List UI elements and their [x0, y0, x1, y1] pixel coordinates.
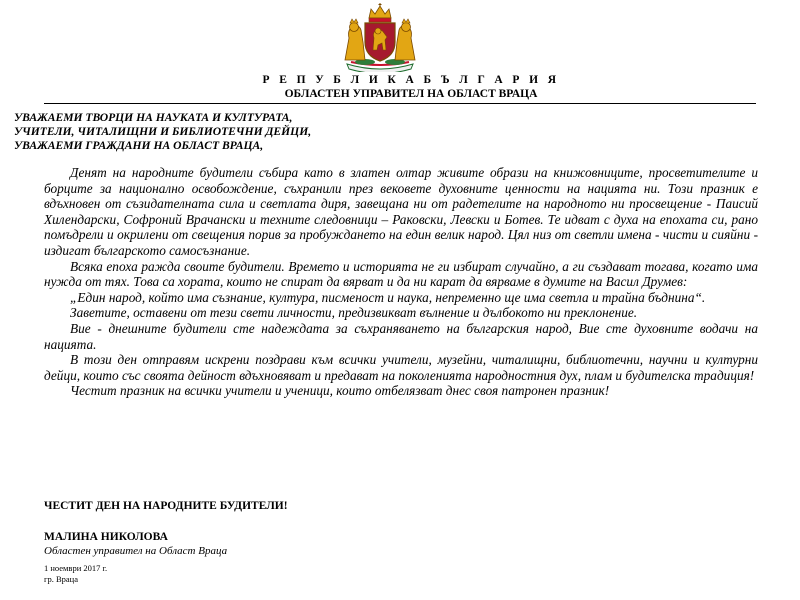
- signer-name: МАЛИНА НИКОЛОВА: [44, 531, 168, 543]
- greeting-line-3: УВАЖАЕМИ ГРАЖДАНИ НА ОБЛАСТ ВРАЦА,: [14, 139, 264, 152]
- body-paragraph-1: Денят на народните будители събира като в златен олтар живите образи на книжовниците, просветителите и борците за национално освобождение, съхранили през вековете духовните ценности на нацията ни. Този празник е вдъхновен от съзидателната сила и светлата диря, завещана ни от радетелите на народното ни просвещение - Паисий Хилендарски, Софроний Врачански и техните следовници – Раковски, Левски и Ботев. Те идват с духа на епохата си, рано помъдрели и окрилени от свещения порив за пробуждането на един велик народ. Цял низ от светли имена - чисти и сияйни - издигат българското самосъзнание.: [44, 165, 758, 258]
- body-paragraph-2: Всяка епоха ражда своите будители. Времето и историята не ги избират случайно, а ги създават тогава, когато има нужда от тях. Това са хората, които не спират да вярват и да ни карат да вярваме в думите на Васил Друмев:: [44, 258, 758, 290]
- closing-greeting: ЧЕСТИТ ДЕН НА НАРОДНИТЕ БУДИТЕЛИ!: [44, 500, 288, 512]
- body-quote: „Един народ, който има съзнание, култура, писменост и наука, непременно ще има светла и трайна бъднина“.: [70, 289, 706, 305]
- republic-heading: Р Е П У Б Л И К А Б Ъ Л Г А Р И Я: [262, 74, 560, 86]
- header-divider: [44, 103, 756, 104]
- body-paragraph-6: В този ден отправям искрени поздрави към всички учители, музейни, читалищни, библиотечни, научни и културни дейци, които със своята дейност вдъхновяват и предават на поколенията народностния дух, плам и будителска традиция!: [44, 352, 758, 383]
- body-paragraph-7: Честит празник на всички учители и ученици, които отбелязват днес своя патронен празник!: [70, 383, 610, 399]
- body-paragraph-5: Вие - днешните будители сте надеждата за съхраняването на българския народ, Вие сте духовните водачи на нацията.: [44, 320, 758, 352]
- governor-heading: ОБЛАСТЕН УПРАВИТЕЛ НА ОБЛАСТ ВРАЦА: [284, 88, 538, 100]
- signer-title: Областен управител на Област Враца: [44, 545, 228, 557]
- greeting-line-1: УВАЖАЕМИ ТВОРЦИ НА НАУКАТА И КУЛТУРАТА,: [14, 111, 293, 124]
- letter-place: гр. Враца: [44, 574, 78, 584]
- greeting-block: [14, 111, 311, 153]
- letter-body: [44, 165, 758, 399]
- bulgaria-coat-of-arms-icon: [341, 2, 419, 72]
- letter-date: 1 ноември 2017 г.: [44, 563, 108, 573]
- greeting-line-2: УЧИТЕЛИ, ЧИТАЛИЩНИ И БИБЛИОТЕЧНИ ДЕЙЦИ,: [14, 125, 312, 138]
- body-paragraph-4: Заветите, оставени от тези свети личности, предизвикват вълнение и дълбокото ни преклонение.: [70, 305, 638, 321]
